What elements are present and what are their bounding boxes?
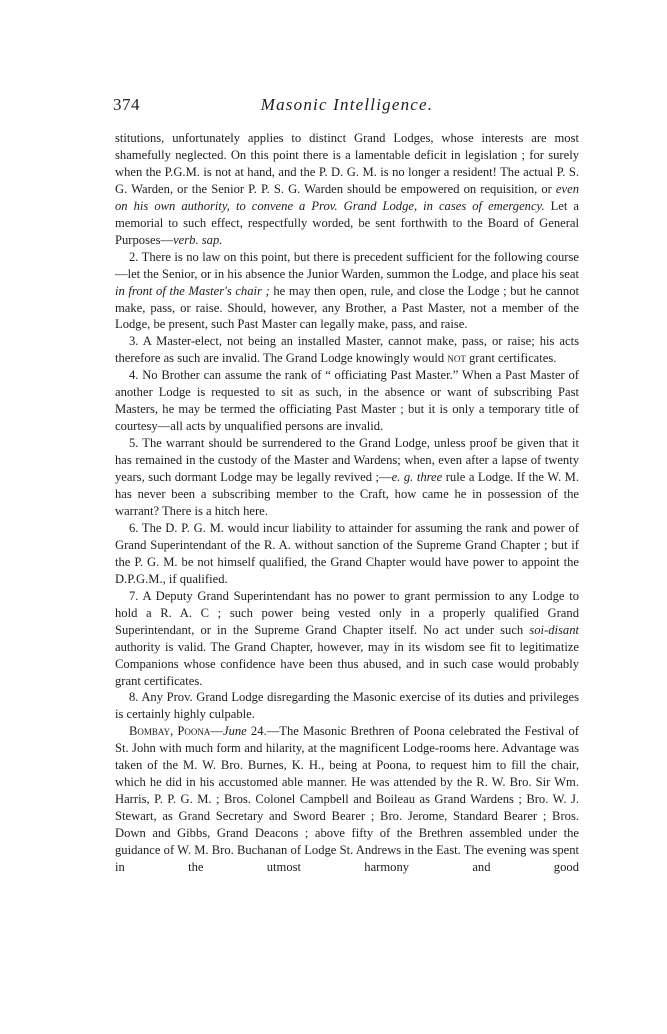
body-text: rule a Lodge. If the W. M. has never been a subscribing member to the Craft, how came he in possession of the warrant? There is a hitch here. [115,470,579,518]
paragraph-continued [115,130,579,249]
paragraph-item-8 [115,689,579,723]
body-text: 7. A Deputy Grand Superintendant has no power to grant permission to any Lodge to hold a R. A. C ; such power being vested only in a properly qualified Grand Superintendant, or in the Supreme Grand Chapter itself. No act under such [115,588,579,637]
italic-text: soi-disant [529,622,579,637]
italic-text: verb. sap. [173,232,223,247]
paragraph-item-2 [115,249,579,334]
body-text: 4. No Brother can assume the rank of “ officiating Past Master.” When a Past Master of another Lodge is requested to sit as such, in the absence or want of subscribing Past Masters, he may be termed the officiating Past Master ; but it is only a temporary title of courtesy—all acts by unqualified persons are invalid. [115,368,579,434]
body-text: 24.—The Masonic Brethren of Poona celebrated the Festival of St. John with much form and hilarity, at the magnificent Lodge-rooms here. Advantage was taken of the M. W. Bro. Burnes, K. H., being at Poona, to request him to fill the chair, which he did in his accustomed able manner. He was attended by the R. W. Bro. Sir Wm. Harris, P. P. G. M. ; Bros. Colonel Campbell and Boileau as Grand Wardens ; Bro. W. J. Stewart, as Grand Secretary and Sword Bearer ; Bro. Jerome, Standard Bearer ; Bros. Down and Gibbs, Grand Deacons ; above fifty of the Brethren assembled under the guidance of W. M. Bro. Buchanan of Lodge St. Andrews in the East. The evening was spent in the utmost harmony and good [115,724,579,874]
italic-text: e. g. three [391,470,443,485]
italic-text: in front of the Master's chair ; [115,283,270,298]
body-text: 6. The D. P. G. M. would incur liability to attainder for assuming the rank and power of Grand Superintendant of the R. A. without sanction of the Supreme Grand Chapter ; but if the P. G. M. be not himself qualified, the Grand Chapter would have power to appoint the D.P.G.M., if qualified. [115,520,579,586]
paragraph-item-6 [115,520,579,588]
paragraph-bombay-poona [115,723,579,876]
body-text: 8. Any Prov. Grand Lodge disregarding the Masonic exercise of its duties and privileges is certainly highly culpable. [115,690,579,722]
page-header [113,95,581,119]
body-text: stitutions, unfortunately applies to distinct Grand Lodges, whose interests are most shamefully neglected. On this point there is a lamentable deficit in legislation ; for surely when the P.G.M. is not at hand, and the P. D. G. M. is no longer a resident! The actual P. S. G. Warden, or the Senior P. P. S. G. Warden should be empowered on requisition, or [115,131,579,196]
paragraph-item-5 [115,435,579,520]
small-caps-text: Bombay, Poona [129,724,211,739]
italic-text: even on his own authority, to convene a Prov. Grand Lodge, in cases of emergency. [115,181,579,213]
article-body [115,130,579,876]
body-text: — [210,724,223,739]
body-text: grant certificates. [465,351,557,366]
small-caps-text: not [447,351,466,366]
body-text: he may then open, rule, and close the Lodge ; but he cannot make, pass, or raise. Should, however, any Brother, a Past Master, not a member of the Lodge, be present, such Past Master can legally make, pass, and raise. [115,283,580,332]
page-number: 374 [113,95,140,114]
body-text: authority is valid. The Grand Chapter, however, may in its wisdom see fit to legitimatize Companions whose confidence have been thus abused, and in such case would probably grant certificates. [115,639,579,688]
paragraph-item-7 [115,588,579,690]
body-text: 2. There is no law on this point, but there is precedent sufficient for the following course—let the Senior, or in his absence the Junior Warden, summon the Lodge, and place his seat [115,249,579,281]
body-text: 5. The warrant should be surrendered to the Grand Lodge, unless proof be given that it has remained in the custody of the Master and Wardens; when, even after a lapse of twenty years, such dormant Lodge may be legally revived ;— [115,436,579,485]
running-title: Masonic Intelligence. [260,95,434,114]
body-text: Let a memorial to such effect, respectfully worded, be sent forthwith to the Board of General Purposes— [115,198,579,247]
italic-text: June [222,724,247,739]
paragraph-item-4 [115,367,579,435]
body-text: 3. A Master-elect, not being an installed Master, cannot make, pass, or raise; his acts therefore as such are invalid. The Grand Lodge knowingly would [115,334,579,366]
paragraph-item-3 [115,333,579,367]
